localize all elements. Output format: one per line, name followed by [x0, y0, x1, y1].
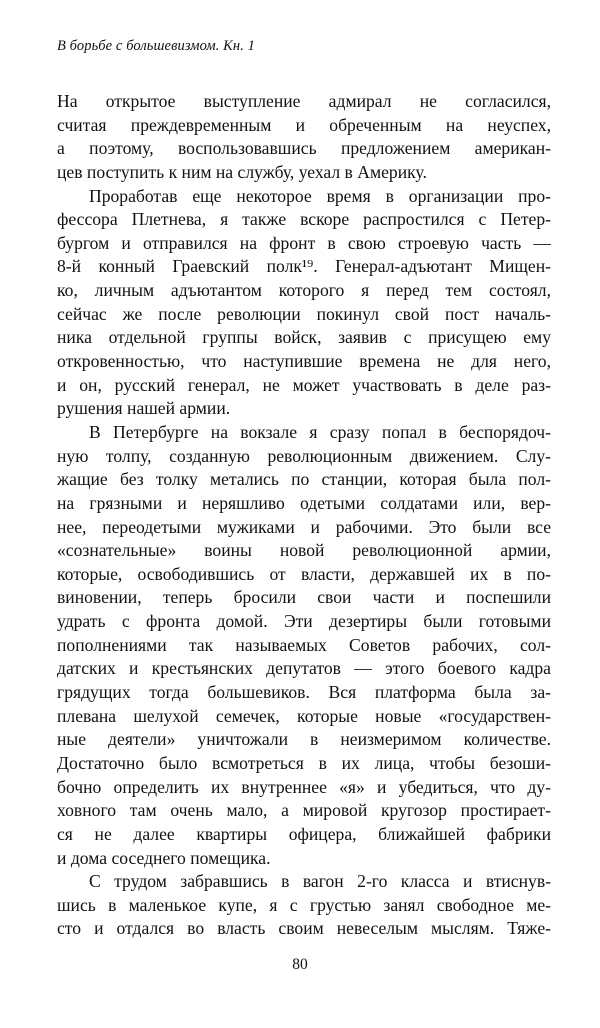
text-line: которые, освободившись от власти, державшей их в по- [57, 563, 551, 584]
text-line: В Петербурге на вокзале я сразу попал в беспорядоч- [89, 421, 551, 442]
text-line: бургом и отправился на фронт в свою строевую часть — [57, 232, 551, 253]
text-line: откровенностью, что наступившие времена не для него, [57, 351, 551, 372]
text-line: «сознательные» воины новой революционной армии, [57, 540, 551, 561]
text-line: и дома соседнего помещика. [57, 847, 271, 868]
text-line: и он, русский генерал, не может участвовать в деле раз- [57, 374, 551, 395]
text-line: датских и крестьянских депутатов — этого боевого кадра [57, 658, 551, 679]
text-line: а поэтому, воспользовавшись предложением американ- [57, 138, 551, 159]
text-line: бочно определить их внутреннее «я» и убедиться, что ду- [57, 776, 551, 797]
text-line: шись в маленькое купе, я с грустью занял свободное ме- [57, 894, 551, 915]
text-line: грядущих тогда большевиков. Вся платформа была за- [57, 682, 551, 703]
text-line: С трудом забравшись в вагон 2-го класса и втиснув- [89, 871, 551, 892]
text-line: ховного там очень мало, а мировой кругозор простирает- [57, 800, 551, 821]
text-line: нее, переодетыми мужиками и рабочими. Это были все [57, 516, 551, 537]
text-line: На открытое выступление адмирал не согласился, [57, 91, 551, 111]
text-line: плевана шелухой семечек, которые новые «государствен- [57, 705, 551, 726]
text-line: считая преждевременным и обреченным на неуспех, [57, 114, 551, 135]
text-line: сейчас же после революции покинул свой пост началь- [57, 303, 551, 324]
text-line: на грязными и неряшливо одетыми солдатами или, вер- [57, 492, 551, 513]
page-number: 80 [292, 956, 308, 973]
body-text [57, 90, 551, 941]
text-line: ника отдельной группы войск, заявив с присущею ему [57, 327, 551, 348]
running-head: В борьбе с большевизмом. Кн. 1 [57, 38, 256, 54]
text-line: цев поступить к ним на службу, уехал в Америку. [57, 161, 427, 182]
text-line: фессора Плетнева, я также вскоре распростился с Петер- [57, 209, 551, 230]
text-line: Достаточно было всмотреться в их лица, чтобы безоши- [57, 752, 551, 773]
text-line: Проработав еще некоторое время в организации про- [89, 185, 551, 206]
text-line: ся не далее квартиры офицера, ближайшей фабрики [57, 823, 551, 844]
text-line: ные деятели» уничтожали в неизмеримом количестве. [57, 729, 551, 750]
text-line: сто и отдался во власть своим невеселым мыслям. Тяже- [57, 918, 551, 939]
text-line: виновении, теперь бросили свои части и поспешили [57, 587, 551, 608]
text-line: жащие без толку метались по станции, которая была пол- [57, 469, 551, 490]
text-line: удрать с фронта домой. Эти дезертиры были готовыми [57, 611, 551, 632]
text-line: рушения нашей армии. [57, 398, 231, 419]
text-line: пополнениями так называемых Советов рабочих, сол- [57, 634, 551, 655]
text-line: 8-й конный Граевский полк¹⁹. Генерал-адъютант Мищен- [57, 256, 551, 277]
text-line: ко, личным адъютантом которого я перед тем состоял, [57, 280, 551, 301]
text-line: ную толпу, созданную революционным движением. Слу- [57, 445, 551, 466]
